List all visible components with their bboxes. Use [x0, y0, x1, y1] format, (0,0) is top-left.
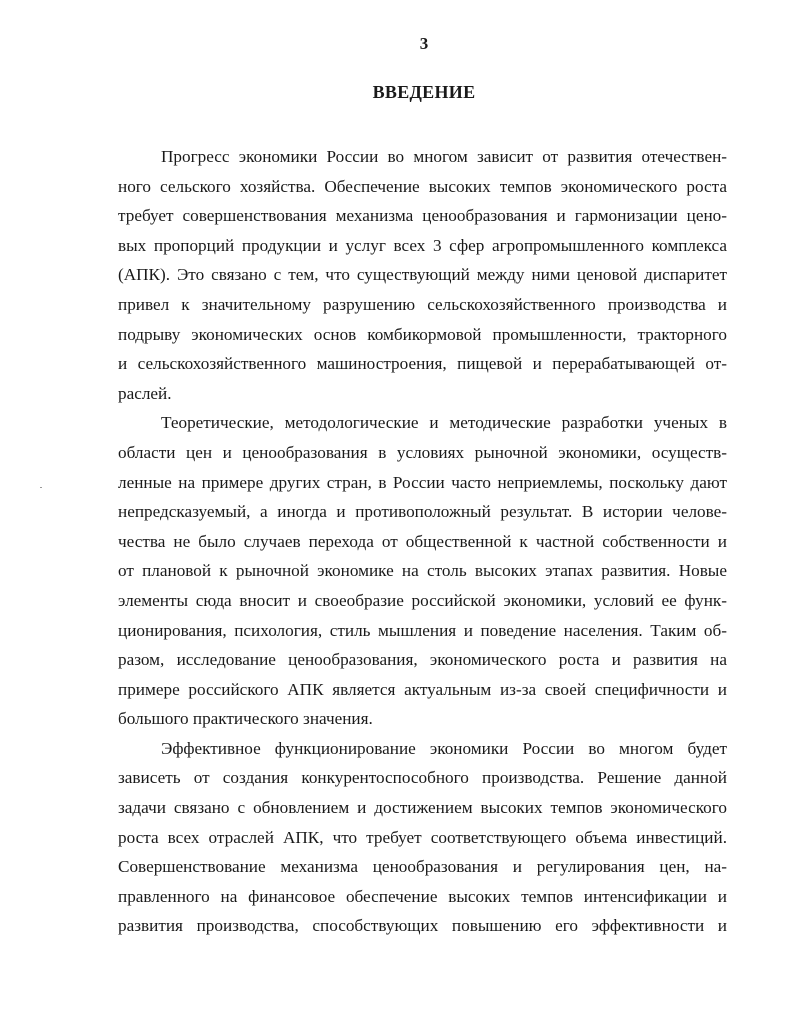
paragraph-1-line: раслей. [118, 383, 172, 403]
paragraph-1-line: подрыву экономических основ комбикормовой промышленности, тракторного [118, 324, 727, 344]
paragraph-2-line: примере российского АПК является актуальным из-за своей специфичности и [118, 679, 727, 699]
paragraph-2-line: непредсказуемый, а иногда и противоположный результат. В истории челове- [118, 502, 727, 522]
scan-speck [40, 487, 42, 488]
paragraph-3-line: роста всех отраслей АПК, что требует соответствующего объема инвестиций. [118, 827, 727, 847]
paragraph-1-line: Прогресс экономики России во многом зависит от развития отечествен- [161, 147, 727, 166]
paragraph-3-line: зависеть от создания конкурентоспособного производства. Решение данной [118, 768, 727, 788]
paragraph-1-line: (АПК). Это связано с тем, что существующий между ними ценовой диспаритет [118, 265, 727, 285]
paragraph-2-line: элементы сюда вносит и своеобразие российской экономики, условий ее функ- [118, 590, 727, 610]
paragraph-1-line: и сельскохозяйственного машиностроения, пищевой и перерабатывающей от- [118, 354, 727, 374]
paragraph-1-line: требует совершенствования механизма ценообразования и гармонизации цено- [118, 206, 727, 226]
paragraph-3-line: правленного на финансовое обеспечение высоких темпов интенсификации и [118, 886, 727, 906]
section-heading: ВВЕДЕНИЕ [372, 82, 476, 102]
paragraph-1-line: ного сельского хозяйства. Обеспечение высоких темпов экономического роста [118, 176, 727, 196]
body-text [118, 142, 727, 941]
paragraph-1-line: вых пропорций продукции и услуг всех 3 сфер агропромышленного комплекса [118, 235, 727, 255]
paragraph-2-line: от плановой к рыночной экономике на столь высоких этапах развития. Новые [118, 561, 727, 581]
paragraph-2-line: чества не было случаев перехода от общественной к частной собственности и [118, 531, 727, 551]
paragraph-1-line: привел к значительному разрушению сельскохозяйственного производства и [118, 294, 727, 314]
paragraph-2-line: большого практического значения. [118, 709, 373, 729]
paragraph-3-line: развития производства, способствующих повышению его эффективности и [118, 916, 727, 936]
paragraph-2-line: Теоретические, методологические и методические разработки ученых в [161, 413, 727, 433]
paragraph-2-line: ленные на примере других стран, в России часто неприемлемы, поскольку дают [118, 472, 727, 492]
paragraph-2-line: ционирования, психология, стиль мышления и поведение населения. Таким об- [118, 620, 727, 640]
paragraph-3-line: Эффективное функционирование экономики России во многом будет [161, 738, 727, 758]
paragraph-3-line: задачи связано с обновлением и достижением высоких темпов экономического [118, 798, 727, 818]
paragraph-2-line: разом, исследование ценообразования, экономического роста и развития на [118, 650, 727, 670]
page-number: 3 [419, 34, 429, 53]
paragraph-3-line: Совершенствование механизма ценообразования и регулирования цен, на- [118, 857, 727, 877]
paragraph-2-line: области цен и ценообразования в условиях рыночной экономики, осуществ- [118, 442, 727, 462]
